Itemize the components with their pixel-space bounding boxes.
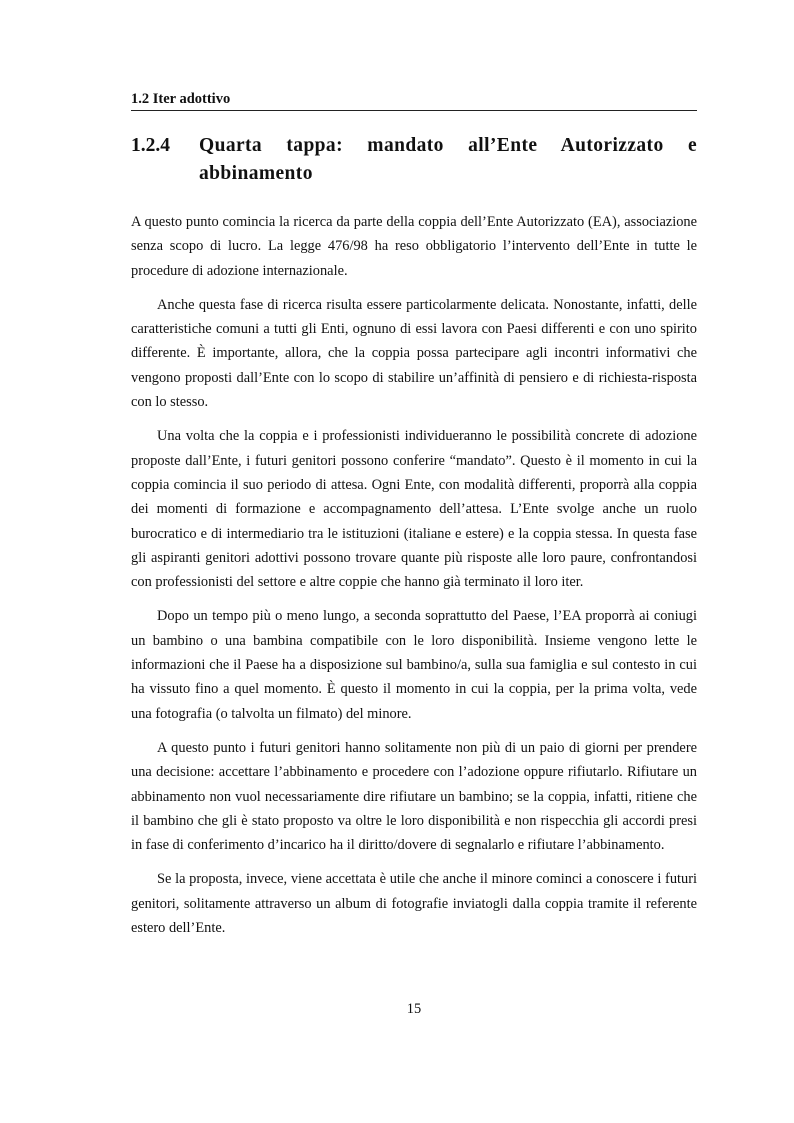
body-text xyxy=(131,210,697,950)
paragraph-2: Anche questa fase di ricerca risulta essere particolarmente delicata. Nonostante, infatti, delle caratteristiche comuni a tutti gli Enti, ognuno di essi lavora con Paesi differenti e con uno spirito differente. È importante, allora, che la coppia possa partecipare agli incontri informativi che vengono proposti dall’Ente con lo scopo di stabilire un’affinità di pensiero e di richiesta-risposta con lo stesso. xyxy=(131,296,697,411)
running-head: 1.2 Iter adottivo xyxy=(131,91,231,107)
paragraph-3: Una volta che la coppia e i professionisti individueranno le possibilità concrete di adozione proposte dall’Ente, i futuri genitori possono conferire “mandato”. Questo è il momento in cui la coppia comincia il suo periodo di attesa. Ogni Ente, con modalità differenti, proporrà alla coppia dei momenti di formazione e accompagnamento dell’attesa. L’Ente svolge anche un ruolo burocratico e di intermediario tra le istituzioni (italiane e estere) e la coppia stessa. In questa fase gli aspiranti genitori adottivi possono trovare quante più risposte alle loro paure, confrontandosi con professionisti del settore e altre coppie che hanno già terminato il loro iter. xyxy=(131,428,697,591)
section-number: 1.2.4 xyxy=(131,135,170,156)
section-heading xyxy=(131,132,697,188)
paragraph-1: A questo punto comincia la ricerca da parte della coppia dell’Ente Autorizzato (EA), associazione senza scopo di lucro. La legge 476/98 ha reso obbligatorio l’intervento dell’Ente in tutte le procedure di adozione internazionale. xyxy=(131,214,697,279)
header-rule xyxy=(131,110,697,111)
page-number: 15 xyxy=(406,1001,422,1017)
paragraph-4: Dopo un tempo più o meno lungo, a seconda soprattutto del Paese, l’EA proporrà ai coniugi un bambino o una bambina compatibile con le loro disponibilità. Insieme vengono lette le informazioni che il Paese ha a disposizione sul bambino/a, sulla sua famiglia e sul contesto in cui ha vissuto fino a quel momento. È questo il momento in cui la coppia, per la prima volta, vede una fotografia (o talvolta un filmato) del minore. xyxy=(131,608,697,722)
section-title: Quarta tappa: mandato all’Ente Autorizzato e abbinamento xyxy=(199,135,697,184)
paragraph-5: A questo punto i futuri genitori hanno solitamente non più di un paio di giorni per prendere una decisione: accettare l’abbinamento e procedere con l’adozione oppure rifiutarlo. Rifiutare un abbinamento non vuol necessariamente dire rifiutare un bambino; se la coppia, infatti, ritiene che il bambino che gli è stato proposto va oltre le loro disponibilità e non rispecchia gli accordi presi in fase di conferimento d’incarico ha il diritto/dovere di segnalarlo e rifiutare l’abbinamento. xyxy=(131,739,697,854)
paragraph-6: Se la proposta, invece, viene accettata è utile che anche il minore cominci a conoscere i futuri genitori, solitamente attraverso un album di fotografie inviatogli dalla coppia tramite il referente estero dell’Ente. xyxy=(131,871,697,937)
